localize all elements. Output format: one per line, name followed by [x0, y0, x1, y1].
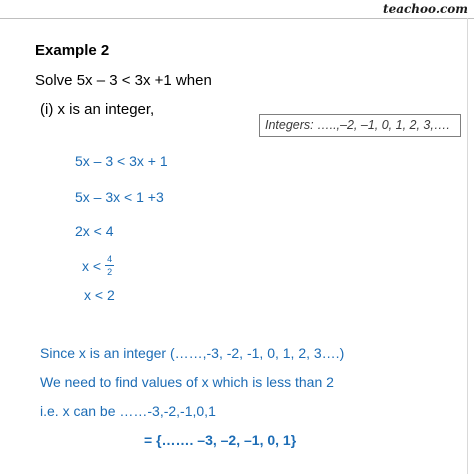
fraction-denominator: 2 [107, 267, 113, 277]
explanation-line-2: We need to find values of x which is less than 2 [40, 374, 334, 390]
explanation-line-1: Since x is an integer (……,-3, -2, -1, 0, 1, 2, 3….) [40, 345, 345, 361]
integers-note-box: Integers: …..,–2, –1, 0, 1, 2, 3,…. [259, 114, 461, 137]
final-answer: = {……. –3, –2, –1, 0, 1} [144, 432, 297, 448]
step-5: x < 2 [84, 287, 115, 303]
step-4-prefix: x < [82, 257, 102, 274]
step-1: 5x – 3 < 3x + 1 [75, 153, 168, 169]
step-4 [82, 254, 114, 277]
top-divider [0, 18, 474, 19]
fraction-numerator: 4 [107, 254, 113, 264]
right-divider [467, 18, 468, 474]
problem-statement: Solve 5x – 3 < 3x +1 when [35, 72, 212, 89]
problem-part: (i) x is an integer, [40, 101, 155, 118]
step-3: 2x < 4 [75, 223, 114, 239]
teachoo-logo: teachoo.com [383, 2, 468, 16]
example-heading: Example 2 [35, 42, 110, 59]
step-2: 5x – 3x < 1 +3 [75, 189, 164, 205]
explanation-line-3: i.e. x can be ……-3,-2,-1,0,1 [40, 403, 216, 419]
fraction [105, 254, 114, 277]
fraction-bar [105, 265, 114, 266]
